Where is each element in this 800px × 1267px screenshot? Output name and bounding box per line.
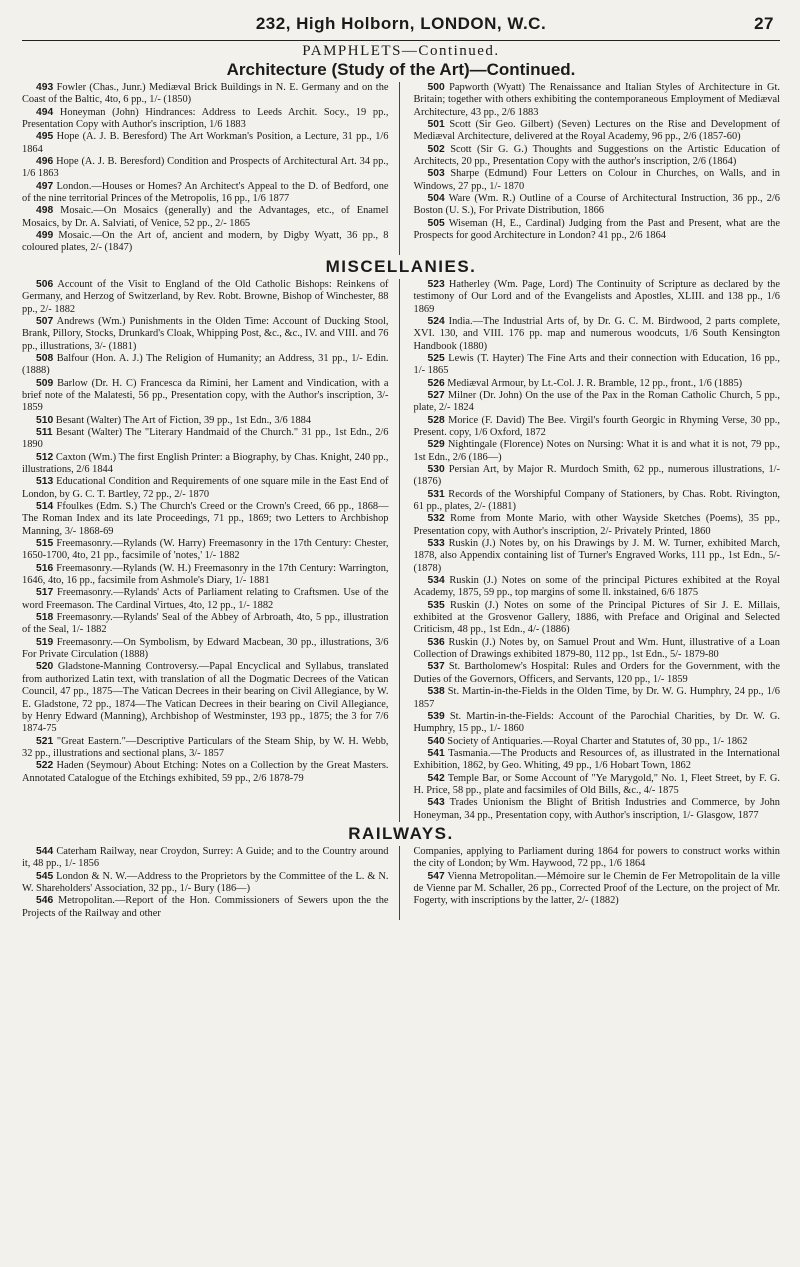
entry-text: Rome from Monte Mario, with other Wayside Sketches (Poems), 35 pp., Presentation copy, with Author's inscription, 2/- Privately Printed, 1860: [413, 513, 780, 537]
entry-number: 493: [36, 82, 54, 93]
entry-number: 521: [36, 735, 54, 747]
entry-number: 532: [427, 513, 445, 525]
catalogue-entry: [414, 637, 781, 662]
entry-number: 537: [427, 661, 445, 673]
railways-right-column: [414, 846, 781, 920]
entry-number: 540: [427, 735, 445, 747]
architecture-title: Architecture (Study of the Art)—Continued.: [226, 60, 576, 79]
entry-text: Papworth (Wyatt) The Renaissance and Italian Styles of Architecture in Gt. Britain; together with others exhibiting the contemporaneous Employment of Mediæval Architecture, 43 pp., 2/6 1883: [413, 82, 780, 118]
entry-text: Caxton (Wm.) The first English Printer: a Biography, by Chas. Knight, 240 pp., illustrations, 2/6 1844: [22, 451, 389, 475]
catalogue-entry: [22, 846, 389, 871]
entry-text: Companies, applying to Parliament during 1864 for powers to construct works within the city of London; by Wm. Haywood, 72 pp., 1/6 1864: [413, 845, 780, 870]
entry-text: Trades Unionism the Blight of British Industries and Commerce, by John Honeyman, 34 pp., Presentation copy, with Author's inscription, 1/- Glasgow, 1877: [413, 797, 780, 821]
entry-number: 508: [36, 352, 54, 364]
entry-number: 517: [36, 587, 54, 599]
miscellanies-columns: [22, 279, 780, 822]
entry-text: Besant (Walter) The Art of Fiction, 39 pp., 1st Edn., 3/6 1884: [55, 414, 312, 426]
section-title: PAMPHLETS—Continued.: [302, 43, 500, 59]
entry-number: 513: [36, 476, 54, 488]
catalogue-entry: [22, 427, 389, 452]
catalogue-entry: [22, 316, 389, 353]
entry-text: Society of Antiquaries.—Royal Charter and Statutes of, 30 pp., 1/- 1862: [447, 735, 748, 747]
entry-text: Metropolitan.—Report of the Hon. Commissioners of Sewers upon the the Projects of the Railway and other: [22, 895, 389, 919]
catalogue-entry: [414, 390, 781, 415]
entry-number: 542: [427, 772, 445, 784]
entry-number: 546: [36, 895, 54, 907]
running-head: [22, 14, 780, 40]
entry-text: Hope (A. J. B. Beresford) Condition and Prospects of Architectural Art. 34 pp., 1/6 1863: [22, 156, 389, 180]
entry-number: 539: [427, 710, 445, 722]
miscellanies-left-column: [22, 279, 400, 822]
entry-text: Milner (Dr. John) On the use of the Pax in the Roman Catholic Church, 5 pp., plate, 2/- 1824: [413, 389, 780, 414]
entry-text: Caterham Railway, near Croydon, Surrey: A Guide; and to the Country around it, 48 pp., 1/- 1856: [22, 845, 389, 870]
catalogue-entry: [22, 612, 389, 637]
catalogue-entry: [414, 168, 781, 193]
entry-number: 527: [427, 389, 445, 401]
page-number: 27: [754, 14, 774, 33]
entry-text: St. Bartholomew's Hospital: Rules and Orders for the Government, with the Duties of the Governors, Officers, and Servants, 120 pp., 1/- 1859: [413, 661, 780, 685]
entry-text: Tasmania.—The Products and Resources of, as illustrated in the International Exhibition, 1862, by Geo. Whiting, 49 pp., 1/6 Hobart Town, 1862: [413, 747, 780, 772]
entry-number: 502: [427, 143, 445, 155]
entry-number: 509: [36, 377, 54, 389]
catalogue-entry: [22, 538, 389, 563]
entry-number: 504: [427, 193, 445, 205]
catalogue-entry: [414, 218, 781, 243]
entry-number: 538: [427, 686, 445, 698]
entry-number: 510: [36, 414, 54, 426]
entry-number: 523: [427, 278, 445, 290]
entry-number: 530: [427, 463, 445, 475]
entry-text: Freemasonry.—Rylands' Acts of Parliament relating to Craftsmen. Use of the word Freemason. The Cardinal Virtues, 4to, 12 pp., 1/- 1882: [22, 587, 389, 611]
entry-number: 505: [427, 217, 445, 229]
entry-number: 544: [36, 845, 54, 857]
entry-text: Fowler (Chas., Junr.) Mediæval Brick Buildings in N. E. Germany and on the Coast of the Baltic, 4to, 6 pp., 1/- (1850): [22, 82, 389, 106]
header-rule: [22, 40, 780, 41]
catalogue-entry: [22, 156, 389, 181]
catalogue-entry: [414, 279, 781, 316]
catalogue-entry: [414, 144, 781, 169]
entry-text: Mediæval Armour, by Lt.-Col. J. R. Bramble, 12 pp., front., 1/6 (1885): [447, 377, 743, 389]
entry-text: Gladstone-Manning Controversy.—Papal Encyclical and Syllabus, translated from authorized Latin text, with translation of all the Dogmatic Decrees of the Vatican Council, 47 pp., 1875—The Vatican Decrees in their bearing on Civil Allegiance, by W. E. Gladstone, 72 pp., 1874—The Vatican Decrees in their bearing on Civil Allegiance, by Henry Edward (Manning), Archbishop of Westminster, 193 pp., 1875; the 3 for 7/6 1874-75: [22, 661, 389, 735]
entry-text: Temple Bar, or Some Account of "Ye Marygold," No. 1, Fleet Street, by F. G. H. Price, 58 pp., plate and facsimiles of Old Bills, &c., 4/- 1875: [413, 772, 780, 796]
entry-text: Mosaic.—On the Art of, ancient and modern, by Digby Wyatt, 36 pp., 8 coloured plates, 2/- (1847): [22, 230, 389, 254]
catalogue-entry: [22, 230, 389, 255]
architecture-columns: [22, 82, 780, 255]
catalogue-entry: [414, 600, 781, 637]
entry-number: 536: [427, 636, 445, 648]
catalogue-entry: [414, 846, 781, 871]
catalogue-entry: [414, 193, 781, 218]
entry-text: India.—The Industrial Arts of, by Dr. G. C. M. Birdwood, 2 parts complete, XVI. 130, and VIII. 176 pp. map and numerous woodcuts, 1/6 South Kensington Handbook (1880): [413, 315, 780, 352]
entry-text: "Great Eastern."—Descriptive Particulars of the Steam Ship, by W. H. Webb, 32 pp., illustrations and sectional plans, 3/- 1857: [22, 735, 389, 759]
catalogue-entry: [414, 378, 781, 390]
entry-text: Hope (A. J. B. Beresford) The Art Workman's Position, a Lecture, 31 pp., 1/6 1864: [22, 131, 389, 155]
entry-text: Records of the Worshipful Company of Stationers, by Chas. Robt. Rivington, 61 pp., plates, 2/- (1881): [413, 488, 780, 512]
railways-columns: [22, 846, 780, 920]
entry-text: Ruskin (J.) Notes on some of the principal Pictures exhibited at the Royal Academy, 1875, 59 pp., top margins of some ll. inkstained, 6/6 1875: [413, 575, 780, 599]
miscellanies-right-column: [414, 279, 781, 822]
entry-text: Lewis (T. Hayter) The Fine Arts and their connection with Education, 16 pp., 1/- 1865: [413, 352, 780, 377]
catalogue-entry: [22, 871, 389, 896]
entry-text: Honeyman (John) Hindrances: Address to Leeds Archit. Socy., 19 pp., Presentation Copy with Author's inscription, 1/6 1883: [22, 106, 389, 131]
entry-text: Hatherley (Wm. Page, Lord) The Continuity of Scripture as declared by the testimony of Our Lord and of the Evangelists and Apostles, XLIII. and 138 pp., 1/6 1869: [413, 278, 780, 315]
entry-number: 495: [36, 131, 54, 143]
catalogue-entry: [22, 587, 389, 612]
catalogue-entry: [22, 181, 389, 206]
catalogue-entry: [414, 316, 781, 353]
catalogue-entry: [22, 452, 389, 477]
entry-text: London.—Houses or Homes? An Architect's Appeal to the D. of Bedford, one of the nine territorial Princes of the Metropolis, 16 pp., 1/6 1877: [22, 180, 389, 205]
entry-text: London & N. W.—Address to the Proprietors by the Committee of the L. & N. W. Shareholders' Association, 32 pp., 1/- Bury (186—): [22, 870, 389, 894]
entry-text: Barlow (Dr. H. C) Francesca da Rimini, her Lament and Vindication, with a brief note of the Malatesti, 56 pp., Presentation copy, with the Author's inscription, 3/- 1859: [22, 377, 389, 414]
entry-text: Balfour (Hon. A. J.) The Religion of Humanity; an Address, 31 pp., 1/- Edin. (1888): [22, 352, 389, 377]
catalogue-entry: [414, 748, 781, 773]
entry-number: 514: [36, 501, 54, 512]
catalogue-entry: [414, 736, 781, 748]
entry-number: 541: [427, 747, 445, 759]
entry-number: 524: [427, 315, 445, 327]
catalogue-entry: [22, 205, 389, 230]
catalogue-entry: [22, 82, 389, 107]
catalogue-entry: [414, 661, 781, 686]
entry-text: Freemasonry.—Rylands' Seal of the Abbey of Arbroath, 4to, 5 pp., illustration of the Seal, 1/- 1882: [22, 612, 389, 636]
architecture-right-column: [414, 82, 781, 255]
entry-text: Persian Art, by Major R. Murdoch Smith, 62 pp., numerous illustrations, 1/- (1876): [413, 463, 781, 488]
catalogue-entry: [414, 538, 781, 575]
catalogue-entry: [414, 119, 781, 144]
entry-number: 543: [427, 797, 445, 809]
catalogue-entry: [22, 637, 389, 662]
catalogue-entry: [22, 131, 389, 156]
entry-text: Wiseman (H, E., Cardinal) Judging from the Past and Present, what are the Prospects for good Architecture in London? 41 pp., 2/6 1864: [413, 217, 780, 242]
entry-text: Ruskin (J.) Notes by, on his Drawings by J. M. W. Turner, exhibited March, 1878, also Appendix containing list of Turner's Engraved Works, 111 pp., 1st Edn., 5/- (1878): [413, 538, 780, 574]
entry-number: 528: [427, 414, 445, 426]
header-address: 232, High Holborn, LONDON, W.C.: [255, 14, 547, 33]
entry-number: 520: [36, 661, 54, 673]
entry-number: 500: [427, 82, 445, 93]
entry-text: Vienna Metropolitan.—Mémoire sur le Chemin de Fer Metropolitain de la ville de Vienne par M. Schaller, 26 pp., Corrected Proof of the Lecture, on the project of Mr. Fogerty, with inscriptions by the latter, 2/- (1882): [413, 870, 780, 907]
entry-text: Ffoulkes (Edm. S.) The Church's Creed or the Crown's Creed, 66 pp., 1868—The Roman Index and its late Proceedings, 71 pp., 1869; two Letters to Archbishop Manning, 3/- 1868-69: [22, 501, 389, 537]
catalogue-entry: [414, 439, 781, 464]
entry-number: 535: [427, 599, 445, 611]
entry-number: 503: [427, 168, 445, 180]
catalogue-entry: [22, 476, 389, 501]
entry-number: 545: [36, 870, 54, 882]
railways-title: RAILWAYS.: [348, 823, 454, 843]
railways-left-column: [22, 846, 400, 920]
catalogue-entry: [22, 736, 389, 761]
entry-text: St. Martin-in-the-Fields in the Olden Time, by Dr. W. G. Humphry, 24 pp., 1/6 1857: [413, 686, 780, 710]
entry-number: 494: [36, 106, 54, 118]
entry-number: 499: [36, 230, 54, 242]
catalogue-entry: [414, 489, 781, 514]
entry-text: St. Martin-in-the-Fields: Account of the Parochial Charities, by Dr. W. G. Humphry, 15 pp., 1/- 1860: [413, 710, 780, 735]
entry-text: Ruskin (J.) Notes by, on Samuel Prout and Wm. Hunt, illustrative of a Loan Collection of Drawings exhibited 1879-80, 112 pp., 1st Edn., 5/- 1879-80: [413, 636, 780, 661]
entry-text: Sharpe (Edmund) Four Letters on Colour in Churches, on Walls, and in Windows, 27 pp., 1/- 1870: [413, 168, 780, 192]
architecture-left-column: [22, 82, 400, 255]
entry-text: Ruskin (J.) Notes on some of the Principal Pictures of Sir J. E. Millais, exhibited at the Grosvenor Gallery, 1886, with Preface and Original and Selected Criticism, 48 pp., 1st Edn., 4/- (1886): [413, 599, 780, 636]
catalogue-entry: [414, 575, 781, 600]
entry-number: 519: [36, 636, 54, 648]
catalogue-entry: [414, 797, 781, 822]
catalogue-entry: [414, 871, 781, 908]
entry-number: 529: [427, 439, 445, 451]
entry-number: 507: [36, 315, 54, 327]
catalogue-entry: [414, 353, 781, 378]
catalogue-entry: [22, 107, 389, 132]
entry-number: 522: [36, 760, 54, 772]
entry-number: 525: [427, 352, 445, 364]
entry-number: 547: [427, 870, 445, 882]
entry-number: 512: [36, 451, 54, 463]
entry-text: Freemasonry.—Rylands (W. H.) Freemasonry in the 17th Century: Warrington, 1646, 4to, 16 pp., facsimile from Ashmole's Diary, 1/- 1881: [22, 562, 389, 587]
catalogue-entry: [22, 563, 389, 588]
catalogue-entry: [22, 501, 389, 538]
entry-number: 506: [36, 278, 54, 290]
catalogue-entry: [22, 279, 389, 316]
entry-text: Andrews (Wm.) Punishments in the Olden Time: Account of Ducking Stool, Brank, Pillory, Stocks, Drunkard's Cloak, Whipping Post, &c., &c., IV. and VIII. and 76 pp., illustrations, 3/- (1881): [22, 315, 389, 352]
entry-number: 534: [427, 575, 445, 587]
entry-number: 515: [36, 538, 54, 550]
entry-text: Besant (Walter) The "Literary Handmaid of the Church." 31 pp., 1st Edn., 2/6 1890: [22, 426, 389, 451]
catalogue-entry: [414, 464, 781, 489]
catalogue-entry: [22, 895, 389, 920]
catalogue-entry: [22, 378, 389, 415]
catalogue-entry: [414, 82, 781, 119]
entry-number: 533: [427, 538, 445, 550]
miscellanies-title: MISCELLANIES.: [325, 256, 477, 276]
entry-number: 511: [36, 426, 53, 438]
entry-number: 526: [427, 377, 445, 389]
entry-number: 497: [36, 180, 54, 192]
catalogue-entry: [414, 773, 781, 798]
entry-number: 531: [427, 488, 445, 500]
entry-number: 498: [36, 205, 54, 217]
entry-text: Ware (Wm. R.) Outline of a Course of Architectural Instruction, 36 pp., 2/6 Boston (U. S.), For Private Distribution, 1866: [413, 193, 780, 217]
entry-number: 518: [36, 612, 54, 624]
entry-number: 516: [36, 562, 54, 574]
entry-number: 496: [36, 156, 54, 168]
catalogue-entry: [414, 686, 781, 711]
entry-text: Mosaic.—On Mosaics (generally) and the Advantages, etc., of Enamel Mosaics, by Dr. A. Salviati, of Venice, 52 pp., 2/- 1865: [22, 205, 389, 229]
catalogue-entry: [22, 661, 389, 735]
entry-text: Morice (F. David) The Bee. Virgil's fourth Georgic in Rhyming Verse, 30 pp., Present. copy, 1/6 Oxford, 1872: [413, 414, 780, 438]
entry-text: Freemasonry.—Rylands (W. Harry) Freemasonry in the 17th Century: Chester, 1650-1700, 4to, 21 pp., facsimile of 'notes,' 1/- 1882: [22, 538, 389, 562]
entry-text: Scott (Sir Geo. Gilbert) (Seven) Lectures on the Rise and Development of Mediæval Architecture, delivered at the Royal Academy, 96 pp., 2/6 (1857-60): [413, 119, 780, 143]
entry-number: 501: [427, 119, 445, 131]
entry-text: Educational Condition and Requirements of one square mile in the East End of London, by G. C. T. Bartley, 72 pp., 2/- 1870: [22, 476, 389, 500]
catalogue-entry: [22, 353, 389, 378]
catalogue-entry: [22, 415, 389, 427]
catalogue-entry: [414, 415, 781, 440]
entry-text: Account of the Visit to England of the Old Catholic Bishops: Reinkens of Germany, and Herzog of Switzerland, by Rev. Robt. Browne, Bishop of Winchester, 88 pp., 2/- 1882: [22, 278, 389, 315]
catalogue-entry: [414, 711, 781, 736]
entry-text: Nightingale (Florence) Notes on Nursing: What it is and what it is not, 79 pp., 1st Edn., 2/6 (186—): [413, 439, 780, 463]
entry-text: Scott (Sir G. G.) Thoughts and Suggestions on the Artistic Education of Architects, 20 pp., Presentation Copy with the author's inscription, 2/6 (1864): [413, 143, 780, 168]
catalogue-entry: [22, 760, 389, 785]
entry-text: Freemasonry.—On Symbolism, by Edward Macbean, 30 pp., illustrations, 3/6 For Private Circulation (1888): [22, 636, 389, 661]
entry-text: Haden (Seymour) About Etching: Notes on a Collection by the Great Masters. Annotated Catalogue of the Etchings exhibited, 59 pp., 2/6 1878-79: [22, 760, 389, 784]
catalogue-entry: [414, 513, 781, 538]
